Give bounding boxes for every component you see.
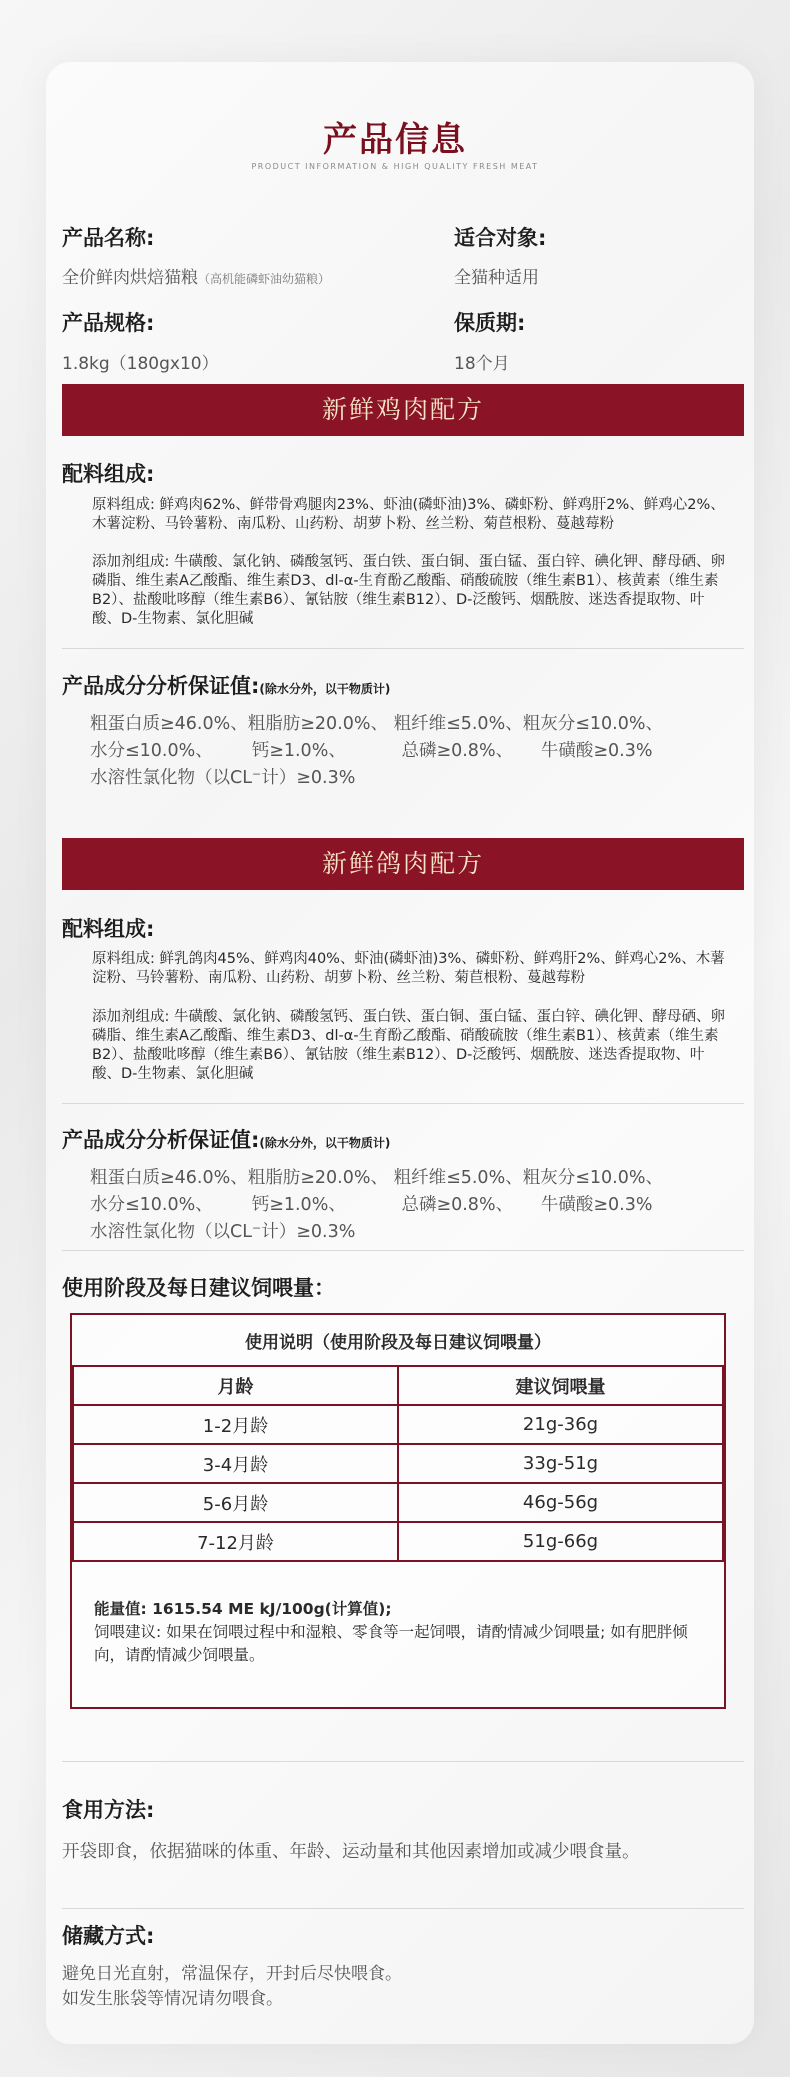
divider [62, 648, 744, 649]
shelf-life-label: 保质期: [454, 311, 526, 335]
pigeon-analysis-values [90, 1165, 750, 1246]
divider [62, 1908, 744, 1909]
amount-cell: 21g-36g [398, 1405, 723, 1444]
pigeon-analysis-title [62, 1124, 390, 1154]
usage-text: 开袋即食，依据猫咪的体重、年龄、运动量和其他因素增加或减少喂食量。 [62, 1842, 640, 1862]
amount-cell: 33g-51g [398, 1444, 723, 1483]
age-cell: 3-4月龄 [73, 1444, 398, 1483]
pigeon-ingredients-title: 配料组成: [62, 917, 155, 941]
pigeon-formula-banner: 新鲜鸽肉配方 [62, 838, 744, 890]
chicken-analysis-line-3: 水溶性氯化物（以CL⁻计）≥0.3% [90, 768, 356, 788]
chicken-analysis-title [62, 670, 390, 700]
age-cell: 5-6月龄 [73, 1483, 398, 1522]
pigeon-raw-ingredients: 原料组成: 鲜乳鸽肉45%、鲜鸡肉40%、虾油(磷虾油)3%、磷虾粉、鲜鸡肝2%、鲜鸡心2%、木薯淀粉、马铃薯粉、南瓜粉、山药粉、胡萝卜粉、丝兰粉、菊苣根粉、蔓越莓粉 [92, 951, 725, 986]
age-cell: 7-12月龄 [73, 1522, 398, 1561]
feeding-section-title: 使用阶段及每日建议饲喂量： [62, 1276, 335, 1300]
storage-line-1: 避免日光直射，常温保存，开封后尽快喂食。 [62, 1964, 402, 1984]
product-name-value [62, 263, 330, 288]
divider [62, 1761, 744, 1762]
target-label: 适合对象: [454, 226, 547, 250]
feeding-notes [94, 1598, 704, 1667]
feeding-table [72, 1315, 724, 1562]
table-row [73, 1405, 723, 1444]
spec-value: 1.8kg（180gx10） [62, 354, 219, 374]
feeding-table-box [70, 1313, 726, 1709]
age-cell: 1-2月龄 [73, 1405, 398, 1444]
chicken-analysis-title-text: 产品成分分析保证值: [62, 674, 260, 698]
page-title: 产品信息 [323, 120, 467, 160]
table-row [73, 1444, 723, 1483]
storage-title: 储藏方式: [62, 1924, 155, 1948]
storage-text [62, 1962, 402, 2012]
spec-label: 产品规格: [62, 311, 155, 335]
pigeon-analysis-note: (除水分外，以干物质计) [259, 1136, 391, 1150]
storage-line-2: 如发生胀袋等情况请勿喂食。 [62, 1989, 283, 2009]
product-name-label: 产品名称: [62, 226, 155, 250]
col-header-age: 月龄 [73, 1366, 398, 1405]
chicken-analysis-note: (除水分外，以干物质计) [259, 682, 391, 696]
feeding-table-caption: 使用说明（使用阶段及每日建议饲喂量） [73, 1315, 723, 1366]
pigeon-analysis-line-3: 水溶性氯化物（以CL⁻计）≥0.3% [90, 1222, 356, 1242]
table-row [73, 1522, 723, 1561]
divider [62, 1103, 744, 1104]
col-header-amount: 建议饲喂量 [398, 1366, 723, 1405]
pigeon-analysis-line-1: 粗蛋白质≥46.0%、粗脂肪≥20.0%、 粗纤维≤5.0%、粗灰分≤10.0%、 [90, 1168, 663, 1188]
chicken-additives: 添加剂组成: 牛磺酸、氯化钠、磷酸氢钙、蛋白铁、蛋白铜、蛋白锰、蛋白锌、碘化钾、酵母硒、卵磷脂、维生素A乙酸酯、维生素D3、dl-α-生育酚乙酸酯、硝酸硫胺（维生素B1）、核黄素（维生素B2）、盐酸吡哆醇（维生素B6）、氰钴胺（维生素B12）、D-泛酸钙、烟酰胺、迷迭香提取物、叶酸、D-生物素、氯化胆碱 [92, 554, 725, 627]
usage-title: 食用方法: [62, 1798, 155, 1822]
chicken-analysis-values [90, 711, 750, 792]
product-name-text: 全价鲜肉烘焙猫粮 [62, 268, 198, 288]
chicken-formula-banner: 新鲜鸡肉配方 [62, 384, 744, 436]
amount-cell: 51g-66g [398, 1522, 723, 1561]
energy-value: 能量值: 1615.54 ME kJ/100g(计算值); [94, 1600, 392, 1618]
shelf-life-value: 18个月 [454, 354, 510, 374]
product-name-note: （高机能磷虾油幼猫粮） [198, 272, 331, 286]
pigeon-analysis-title-text: 产品成分分析保证值: [62, 1128, 260, 1152]
pigeon-additives: 添加剂组成: 牛磺酸、氯化钠、磷酸氢钙、蛋白铁、蛋白铜、蛋白锰、蛋白锌、碘化钾、酵母硒、卵磷脂、维生素A乙酸酯、维生素D3、dl-α-生育酚乙酸酯、硝酸硫胺（维生素B1）、核黄素（维生素B2）、盐酸吡哆醇（维生素B6）、氰钴胺（维生素B12）、D-泛酸钙、烟酰胺、迷迭香提取物、叶酸、D-生物素、氯化胆碱 [92, 1009, 725, 1082]
amount-cell: 46g-56g [398, 1483, 723, 1522]
page-subtitle: PRODUCT INFORMATION & HIGH QUALITY FRESH MEAT [251, 162, 539, 171]
feeding-advice: 饲喂建议: 如果在饲喂过程中和湿粮、零食等一起饲喂，请酌情减少饲喂量; 如有肥胖倾向，请酌情减少饲喂量。 [94, 1623, 688, 1664]
chicken-ingredients-title: 配料组成: [62, 462, 155, 486]
divider [62, 1250, 744, 1251]
table-row [73, 1483, 723, 1522]
chicken-raw-ingredients: 原料组成: 鲜鸡肉62%、鲜带骨鸡腿肉23%、虾油(磷虾油)3%、磷虾粉、鲜鸡肝2%、鲜鸡心2%、木薯淀粉、马铃薯粉、南瓜粉、山药粉、胡萝卜粉、丝兰粉、菊苣根粉、蔓越莓粉 [92, 497, 725, 532]
chicken-analysis-line-1: 粗蛋白质≥46.0%、粗脂肪≥20.0%、 粗纤维≤5.0%、粗灰分≤10.0%、 [90, 714, 663, 734]
target-value: 全猫种适用 [454, 268, 539, 288]
chicken-analysis-line-2: 水分≤10.0%、 钙≥1.0%、 总磷≥0.8%、 牛磺酸≥0.3% [90, 741, 653, 761]
pigeon-analysis-line-2: 水分≤10.0%、 钙≥1.0%、 总磷≥0.8%、 牛磺酸≥0.3% [90, 1195, 653, 1215]
